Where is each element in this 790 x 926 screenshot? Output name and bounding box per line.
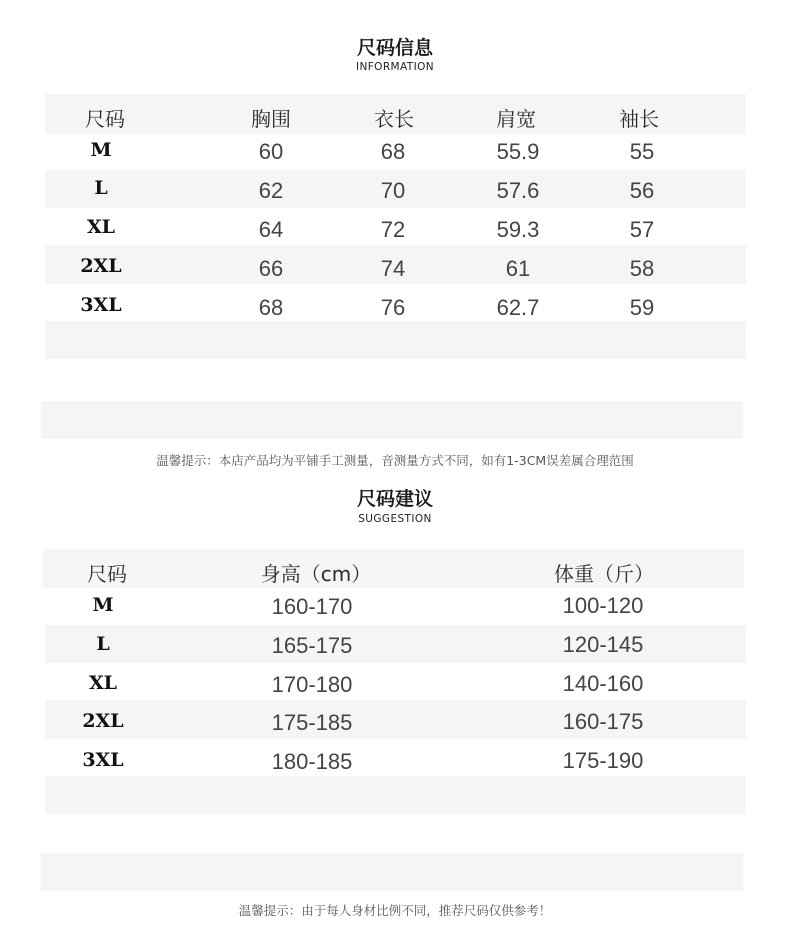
suggestion-row-size: L	[96, 633, 110, 655]
suggestion-row-height: 160-170	[271, 594, 353, 619]
info-header-size: 尺码	[85, 107, 125, 131]
info-row-size: M	[90, 139, 112, 161]
info-header-length: 衣长	[374, 107, 414, 131]
info-header-shoulder: 肩宽	[496, 107, 536, 131]
info-empty-band	[45, 321, 746, 359]
info-row-shoulder: 55.9	[496, 139, 540, 164]
suggestion-header-weight: 体重（斤）	[554, 562, 654, 586]
info-row-sleeve: 55	[629, 139, 655, 164]
info-row-chest: 68	[258, 295, 284, 320]
info-row-length: 70	[380, 178, 406, 203]
suggestion-row-height: 180-185	[271, 749, 353, 774]
info-header-sleeve: 袖长	[619, 107, 659, 131]
suggestion-title: 尺码建议	[356, 488, 433, 510]
suggestion-row-height: 170-180	[271, 672, 353, 697]
info-row-sleeve: 57	[629, 217, 655, 242]
info-row-chest: 60	[258, 139, 284, 164]
info-row-chest: 62	[258, 178, 284, 203]
suggestion-header-height: 身高（cm）	[260, 562, 372, 586]
info-row-size: XL	[86, 216, 116, 238]
info-row-length: 68	[380, 139, 406, 164]
info-row-chest: 66	[258, 256, 284, 281]
info-subtitle: INFORMATION	[355, 61, 434, 73]
suggestion-subtitle: SUGGESTION	[358, 513, 432, 525]
suggestion-row-size: M	[92, 594, 114, 616]
suggestion-row-weight: 160-175	[562, 709, 644, 734]
info-row-length: 72	[380, 217, 406, 242]
info-row-length: 74	[380, 256, 406, 281]
info-row-chest: 64	[258, 217, 284, 242]
info-row-size: 3XL	[80, 294, 122, 316]
info-row-shoulder: 61	[505, 256, 531, 281]
info-row-length: 76	[380, 295, 406, 320]
info-row-sleeve: 58	[629, 256, 655, 281]
suggestion-row-weight: 140-160	[562, 671, 644, 696]
suggestion-row-size: 2XL	[82, 710, 124, 732]
suggestion-row-weight: 120-145	[562, 632, 644, 657]
suggestion-row-weight: 100-120	[562, 593, 644, 618]
info-row-shoulder: 57.6	[496, 178, 540, 203]
suggestion-row-height: 175-185	[271, 710, 353, 735]
suggestion-empty-band	[41, 853, 743, 891]
suggestion-empty-band	[45, 776, 746, 814]
info-row-size: 2XL	[80, 255, 122, 277]
info-row-sleeve: 56	[629, 178, 655, 203]
info-header-chest: 胸围	[251, 107, 291, 131]
suggestion-row-weight: 175-190	[562, 748, 644, 773]
info-row-size: L	[94, 177, 108, 199]
info-row-sleeve: 59	[629, 295, 655, 320]
suggestion-row-height: 165-175	[271, 633, 353, 658]
info-row-shoulder: 62.7	[496, 295, 540, 320]
info-title: 尺码信息	[356, 37, 433, 59]
suggestion-row-size: 3XL	[82, 749, 124, 771]
info-note: 温馨提示：本店产品均为平铺手工测量，音测量方式不同，如有1-3CM误差属合理范围	[156, 453, 634, 468]
suggestion-row-size: XL	[88, 672, 118, 694]
suggestion-header-size: 尺码	[87, 562, 127, 586]
info-row-shoulder: 59.3	[496, 217, 540, 242]
suggestion-note: 温馨提示：由于每人身材比例不同，推荐尺码仅供参考！	[238, 903, 552, 918]
info-empty-band	[41, 401, 743, 439]
